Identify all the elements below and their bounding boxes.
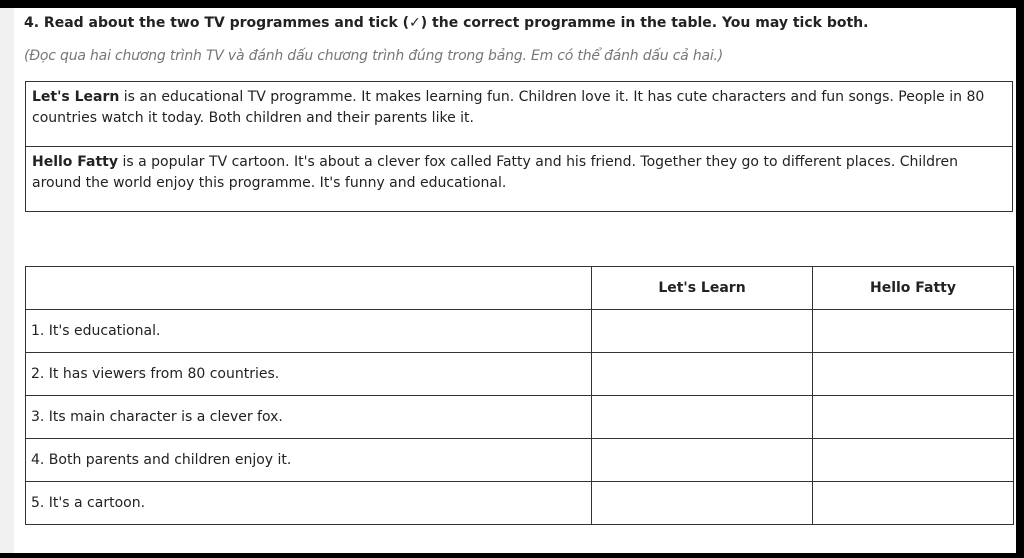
header-hello-fatty: Hello Fatty: [813, 267, 1014, 310]
tick-cell-hello-fatty[interactable]: [813, 396, 1014, 439]
table-header-row: [26, 267, 1014, 310]
tick-cell-lets-learn[interactable]: [592, 439, 813, 482]
tick-cell-lets-learn[interactable]: [592, 310, 813, 353]
reading-passages-box: [25, 81, 1013, 212]
table-row: [26, 353, 1014, 396]
passage-title: Hello Fatty: [32, 154, 119, 170]
top-border-bar: [0, 0, 1024, 8]
tick-cell-hello-fatty[interactable]: [813, 439, 1014, 482]
tick-cell-hello-fatty[interactable]: [813, 482, 1014, 525]
table-row: [26, 439, 1014, 482]
right-border-bar: [1016, 0, 1024, 558]
passage-text: is an educational TV programme. It makes learning fun. Children love it. It has cute characters and fun songs. People in 80 countries watch it today. Both children and their parents like it.: [32, 89, 985, 126]
tick-cell-hello-fatty[interactable]: [813, 353, 1014, 396]
statement-cell: 4. Both parents and children enjoy it.: [26, 439, 592, 482]
tick-cell-lets-learn[interactable]: [592, 353, 813, 396]
tick-cell-lets-learn[interactable]: [592, 396, 813, 439]
passage-title: Let's Learn: [32, 89, 120, 105]
bottom-border-bar: [0, 553, 1024, 558]
header-lets-learn: Let's Learn: [592, 267, 813, 310]
table-row: [26, 482, 1014, 525]
statement-cell: 5. It's a cartoon.: [26, 482, 592, 525]
answer-table: [25, 266, 1014, 525]
table-row: [26, 310, 1014, 353]
header-blank: [26, 267, 592, 310]
passage-lets-learn: [26, 82, 1012, 147]
passage-text: is a popular TV cartoon. It's about a clever fox called Fatty and his friend. Together they go to different places. Children around the world enjoy this programme. It's funny and educational.: [32, 154, 958, 191]
exercise-subheading: (Đọc qua hai chương trình TV và đánh dấu chương trình đúng trong bảng. Em có thể đánh dấu cả hai.): [24, 48, 724, 64]
statement-cell: 3. Its main character is a clever fox.: [26, 396, 592, 439]
tick-cell-lets-learn[interactable]: [592, 482, 813, 525]
statement-cell: 2. It has viewers from 80 countries.: [26, 353, 592, 396]
passage-hello-fatty: [26, 147, 1012, 211]
exercise-heading: 4. Read about the two TV programmes and tick (✓) the correct programme in the table. You may tick both.: [24, 15, 869, 31]
statement-cell: 1. It's educational.: [26, 310, 592, 353]
table-row: [26, 396, 1014, 439]
tick-cell-hello-fatty[interactable]: [813, 310, 1014, 353]
left-margin-strip: [0, 0, 14, 558]
